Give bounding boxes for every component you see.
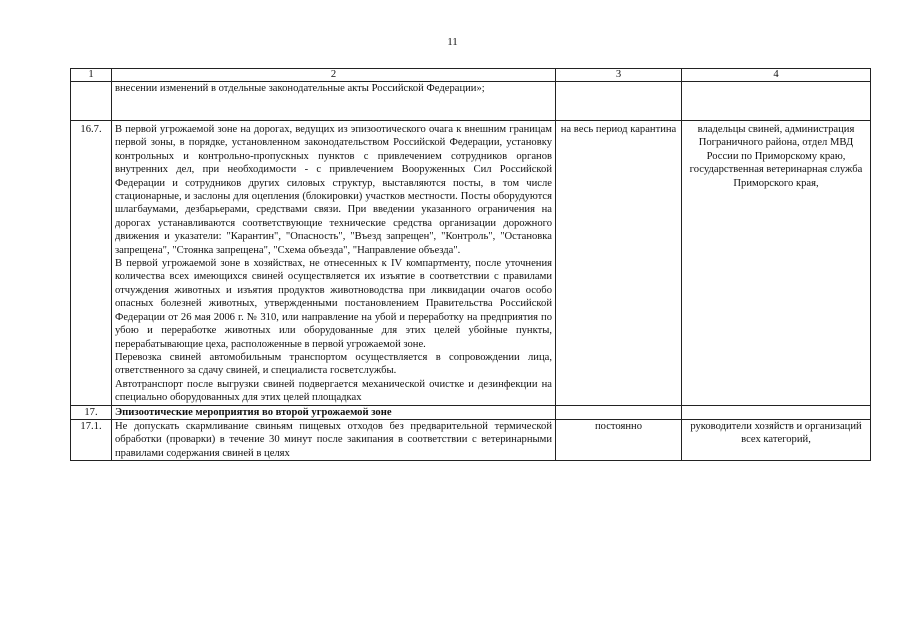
header-cell-2: 2 <box>112 69 556 82</box>
measure-text: внесении изменений в отдельные законодательные акты Российской Федерации»; <box>115 83 485 94</box>
measure-paragraph: Автотранспорт после выгрузки свиней подвергается механической очистке и дезинфекции на специально оборудованных для этих целей площадках <box>115 378 552 404</box>
period-cell <box>556 82 682 121</box>
measure-text-cell <box>112 419 556 460</box>
responsible-cell <box>682 82 871 121</box>
row-number: 17.1. <box>71 419 112 460</box>
measure-text-cell <box>112 82 556 121</box>
table-header-row <box>71 69 871 82</box>
table-row-17 <box>71 405 871 419</box>
section-heading: Эпизоотические мероприятия во второй угрожаемой зоне <box>112 405 556 419</box>
measure-paragraph: В первой угрожаемой зоне в хозяйствах, не отнесенных к IV компартменту, после уточнения количества всех имеющихся свиней осуществляется их изъятие в соответствии с правилами отчуждения животных и изъятия продуктов животноводства при ликвидации очагов особо опасных болезней животных, утвержденными постановлением Правительства Российской Федерации от 26 мая 2006 г. № 310, или направление на убой и переработку на предприятия по убою и переработке животных или оборудованные для этих целей убойные пункты, перерабатывающие цеха, расположенные в первой угрожаемой зоне. <box>115 258 552 350</box>
row-number: 16.7. <box>71 121 112 406</box>
period-cell: на весь период карантина <box>556 121 682 406</box>
measure-text: Не допускать скармливание свиньям пищевых отходов без предварительной термической обработки (проварки) в течение 30 минут после закипания в соответствии с ветеринарными правилами содержания свиней в целях <box>115 420 552 459</box>
responsible-cell: владельцы свиней, администрация Пограничного района, отдел МВД России по Приморскому краю, государственная ветеринарная служба Приморского края, <box>682 121 871 406</box>
responsible-cell: руководители хозяйств и организаций всех категорий, <box>682 419 871 460</box>
row-number <box>71 82 112 121</box>
period-cell: постоянно <box>556 419 682 460</box>
measure-text-cell <box>112 121 556 406</box>
header-cell-3: 3 <box>556 69 682 82</box>
table-row-17-1 <box>71 419 871 460</box>
measures-table <box>70 68 871 461</box>
table-row-16-7 <box>71 121 871 406</box>
period-cell <box>556 405 682 419</box>
header-cell-1: 1 <box>71 69 112 82</box>
page-number: 11 <box>447 36 458 48</box>
header-cell-4: 4 <box>682 69 871 82</box>
measure-paragraph: Перевозка свиней автомобильным транспортом осуществляется в сопровождении лица, ответственного за сдачу свиней, и специалиста госветслужбы. <box>115 351 552 377</box>
table-row-continuation <box>71 82 871 121</box>
measure-paragraph: В первой угрожаемой зоне на дорогах, ведущих из эпизоотического очага к внешним границам первой зоны, в порядке, установленном законодательством Российской Федерации, установку контрольных и контрольно-пропускных пунктов с привлечением сотрудников органов внутренних дел, при необходимости - с привлечением Вооруженных Сил Российской Федерации и сотрудников других силовых структур, выставляются посты, в том числе стационарные, и заслоны для оцепления (блокировки) участков местности. Посты оборудуются шлагбаумами, дезбарьерами, средствами связи. При введении указанного ограничения на дорогах устанавливаются соответствующие технические средства организации дорожного движения и указатели: "Карантин", "Опасность", "Въезд запрещен", "Контроль", "Остановка запрещена", "Стоянка запрещена", "Схема объезда", "Направление объезда". <box>115 124 552 256</box>
responsible-cell <box>682 405 871 419</box>
row-number: 17. <box>71 405 112 419</box>
